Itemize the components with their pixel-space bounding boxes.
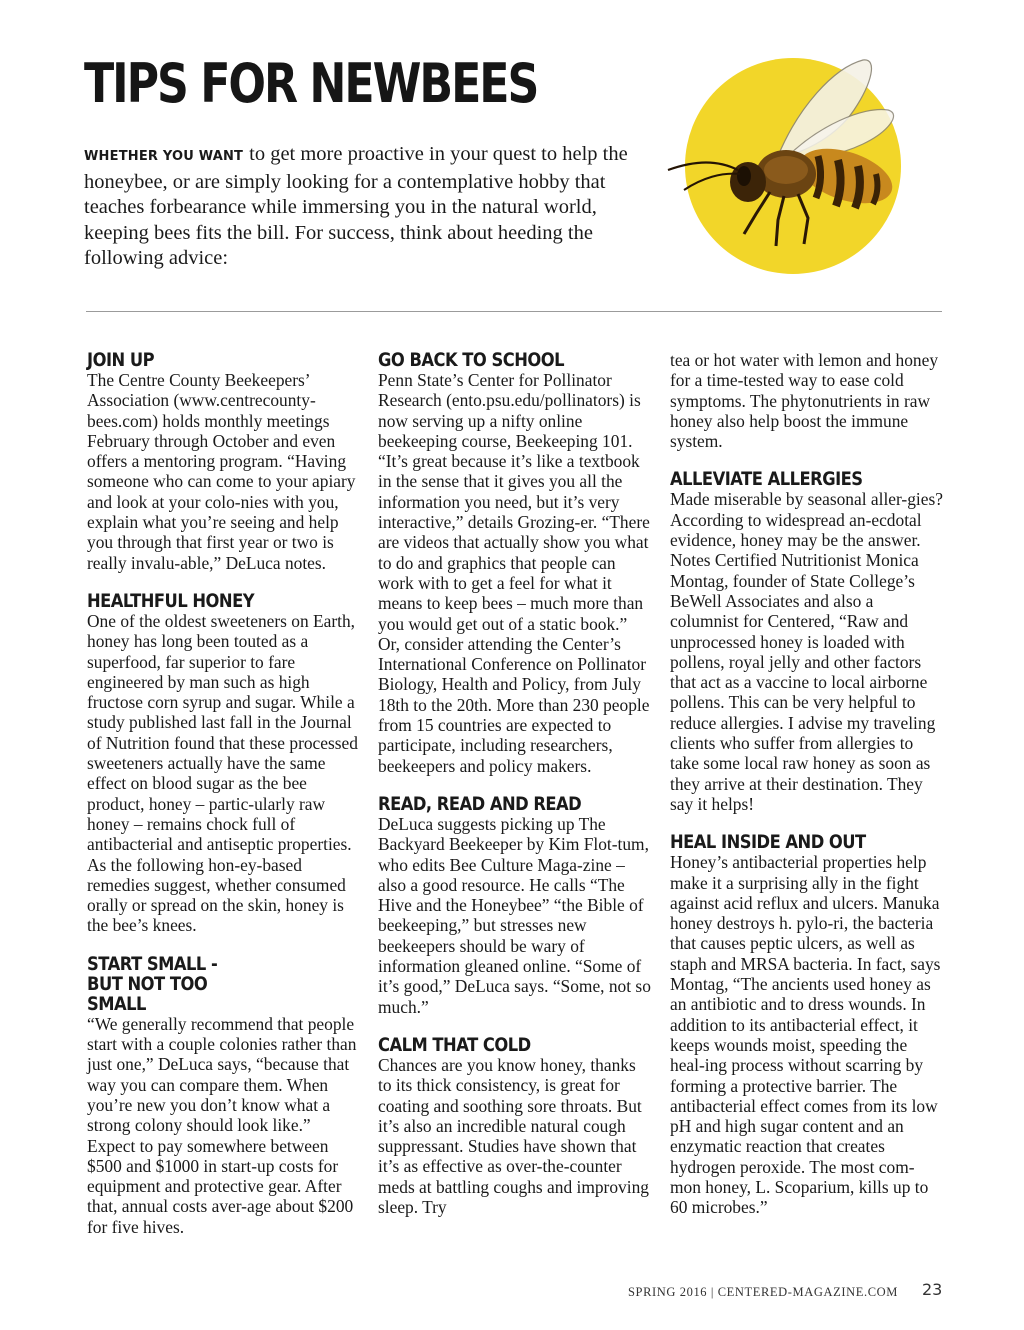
heading-join-up: JOIN UP bbox=[87, 349, 155, 371]
text-calm-cold: Chances are you know honey, thanks to its thick consistency, is great for coating and soothing sore throats. But it’s also an incredible natural cough suppressant. Studies have shown that it’s as effective as over-the-counter meds at battling coughs and improving sleep. Try bbox=[378, 1054, 649, 1217]
page-number: 23 bbox=[922, 1280, 943, 1299]
text-healthful-honey: One of the oldest sweeteners on Earth, honey has long been touted as a superfood, far superior to fare engineered by man such as high fructose corn syrup and sugar. While a study published last fall in the Journal of Nutrition found that these processed sweeteners actually have the same effect on blood sugar as the bee product, honey – partic-ularly raw honey – remains chock full of antibacterial and antiseptic properties. As the following hon-ey-based remedies suggest, whether consumed orally or spread on the skin, honey is the bee’s knees. bbox=[87, 610, 358, 936]
heading-start-small: START SMALL - BUT NOT TOO SMALL bbox=[87, 952, 218, 1015]
bee-illustration bbox=[658, 48, 908, 278]
intro-text: to get more proactive in your quest to help the honeybee, or are simply looking for a contemplative hobby that teaches forbearance while immersing you in the natural world, keeping bees fits the bill. For success, think about heeding the following advice: bbox=[84, 143, 628, 269]
page-title: TIPS FOR NEWBEES bbox=[84, 52, 538, 115]
text-read: DeLuca suggests picking up The Backyard Beekeeper by Kim Flot-tum, who edits Bee Culture Maga-zine – also a good resource. He calls “The Hive and the Honeybee” “the Bible of beekeeping,” but stresses new beekeepers should be wary of information gleaned online. “Some of it’s good,” DeLuca says. “Some, not so much.” bbox=[378, 813, 651, 1017]
heading-heal: HEAL INSIDE AND OUT bbox=[670, 831, 866, 854]
heading-healthful-honey: HEALTHFUL HONEY bbox=[87, 589, 255, 612]
intro-lead: WHETHER YOU WANT bbox=[84, 149, 244, 164]
text-continued: tea or hot water with lemon and honey for a time-tested way to ease cold symptoms. The phytonutrients in raw honey also help boost the immune system. bbox=[670, 350, 939, 452]
footer-issue: SPRING 2016 | CENTERED-MAGAZINE.COM bbox=[627, 1285, 898, 1299]
text-heal: Honey’s antibacterial properties help make it a surprising ally in the fight against acid reflux and ulcers. Manuka honey destroys h. pylo-ri, the bacteria that causes peptic ulcers, as well as staph and MRSA bacteria. In fact, says Montag, “The ancients used honey as an antibiotic and to dress wounds. In addition to its antibacterial effect, it keeps wounds moist, speeding the heal-ing process without scarring by forming a protective barrier. The antibacterial effect comes from its low pH and high sugar content and an enzymatic reaction that creates hydrogen peroxide. The most com-mon honey, L. Scoparium, kills up to 60 microbes.” bbox=[670, 852, 941, 1218]
heading-read: READ, READ AND READ bbox=[378, 792, 582, 815]
column-2 bbox=[378, 350, 653, 1235]
text-allergies: Made miserable by seasonal aller-gies? According to widespread an-ecdotal evidence, honey may be the answer. Notes Certified Nutritionist Monica Montag, founder of State College’s BeWell Associates and also a columnist for Centered, “Raw and unprocessed honey is loaded with pollens, royal jelly and other factors that act as a vaccine to local airborne pollens. This can be very helpful to reduce allergies. I advise my traveling clients who suffer from allergies to take some local raw honey as soon as they arrive at their destination. They say it helps! bbox=[670, 489, 943, 814]
intro-paragraph bbox=[84, 142, 629, 272]
text-back-to-school: Penn State’s Center for Pollinator Research (ento.psu.edu/pollinators) is now serving up a nifty online beekeeping course, Beekeeping 101. “It’s great because it’s like a textbook in the sense that it gives you all the information you need, but it’s very interactive,” details Grozing-er. “There are videos that actually show you what to do and graphics that people can work with to get a feel for what it means to keep bees – much more than you would get out of a static book.” Or, consider attending the Center’s International Conference on Pollinator Biology, Health and Policy, from July 18th to the 20th. More than 230 people from 15 countries are expected to participate, including researchers, beekeepers and policy makers. bbox=[378, 370, 650, 776]
divider bbox=[86, 311, 942, 312]
heading-allergies: ALLEVIATE ALLERGIES bbox=[670, 468, 863, 491]
column-1 bbox=[87, 350, 362, 1255]
bee-icon bbox=[658, 48, 908, 278]
heading-calm-cold: CALM THAT COLD bbox=[378, 1033, 531, 1056]
column-3 bbox=[670, 350, 945, 1236]
heading-back-to-school: GO BACK TO SCHOOL bbox=[378, 349, 565, 371]
text-start-small: “We generally recommend that people start with a couple colonies rather than just one,” DeLuca says, “because that way you can compare them. When you’re new you don’t know what a strong colony should look like.” Expect to pay somewhere between $500 and $1000 in start-up costs for equipment and protective gear. After that, annual costs aver-age about $200 for five hives. bbox=[87, 1013, 357, 1237]
text-join-up: The Centre County Beekeepers’ Association (www.centrecounty-bees.com) holds monthly meetings February through October and even offers a mentoring program. “Having someone who can come to your apiary and look at your colo-nies with you, explain what you’re seeing and help you through that first year or two is really invalu-able,” DeLuca notes. bbox=[87, 370, 356, 573]
